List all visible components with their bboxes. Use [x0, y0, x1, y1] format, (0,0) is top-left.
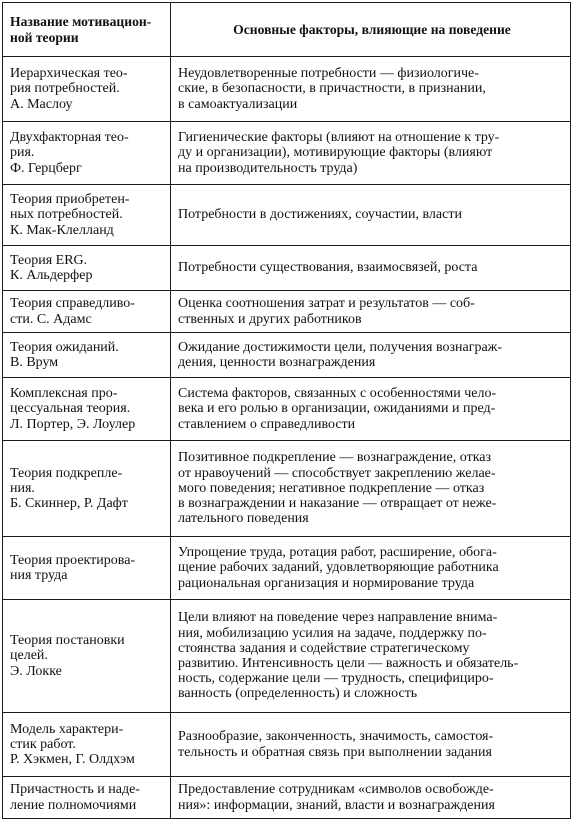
factors-cell: Предоставление сотрудникам «символов освобожде- ния»: информации, знаний, власти и вознаграждения: [171, 777, 571, 819]
table-row: [3, 713, 571, 777]
factors-cell: Неудовлетворенные потребности — физиологиче- ские, в безопасности, в причастности, в признании, в самоактуализации: [171, 57, 571, 122]
theory-cell: Теория ожиданий. В. Врум: [3, 333, 171, 378]
header-main-factors: Основные факторы, влияющие на поведение: [171, 3, 571, 57]
table-row: [3, 441, 571, 537]
factors-cell: Ожидание достижимости цели, получения вознаграж- дения, ценности вознаграждения: [171, 333, 571, 378]
factors-cell: Разнообразие, законченность, значимость, самостоя- тельность и обратная связь при выполнении задания: [171, 713, 571, 777]
table-row: [3, 246, 571, 291]
theory-cell: Теория постановки целей. Э. Локке: [3, 600, 171, 713]
theory-cell: Теория справедливо- сти. С. Адамс: [3, 291, 171, 333]
table-row: [3, 57, 571, 122]
factors-cell: Оценка соотношения затрат и результатов — соб- ственных и других работников: [171, 291, 571, 333]
factors-cell: Потребности существования, взаимосвязей, роста: [171, 246, 571, 291]
motivation-theories-table: [2, 2, 571, 819]
theory-cell: Двухфакторная тео- рия. Ф. Герцберг: [3, 122, 171, 185]
table-row: [3, 185, 571, 246]
table-row: [3, 378, 571, 441]
factors-cell: Упрощение труда, ротация работ, расширение, обога- щение рабочих заданий, удовлетворяющие работника рациональная организация и нормирование труда: [171, 537, 571, 600]
theory-cell: Иерархическая тео- рия потребностей. А. Маслоу: [3, 57, 171, 122]
header-theory-name: Название мотивацион- ной теории: [3, 3, 171, 57]
table-row: [3, 333, 571, 378]
factors-cell: Потребности в достижениях, соучастии, власти: [171, 185, 571, 246]
factors-cell: Гигиенические факторы (влияют на отношение к тру- ду и организации), мотивирующие факторы (влияют на производительность труда): [171, 122, 571, 185]
table-row: [3, 600, 571, 713]
factors-cell: Позитивное подкрепление — вознаграждение, отказ от нравоучений — способствует закреплению желае- мого поведения; негативное подкрепление — отказ в вознаграждении и наказание — отвращает от неже- лательного поведения: [171, 441, 571, 537]
table-row: [3, 777, 571, 819]
theory-cell: Комплексная про- цессуальная теория. Л. Портер, Э. Лоулер: [3, 378, 171, 441]
theory-cell: Модель характери- стик работ. Р. Хэкмен, Г. Олдхэм: [3, 713, 171, 777]
table-row: [3, 537, 571, 600]
theory-cell: Теория ERG. К. Альдерфер: [3, 246, 171, 291]
factors-cell: Цели влияют на поведение через направление внима- ния, мобилизацию усилия на задаче, поддержку по- стоянства задания и содействие стратегическому развитию. Интенсивность цели — важность и обязатель- ность, содержание цели — трудность, специфициро- ванность (определенность) и сложность: [171, 600, 571, 713]
factors-cell: Система факторов, связанных с особенностями чело- века и его ролью в организации, ожиданиями и пред- ставлением о справедливости: [171, 378, 571, 441]
table-row: [3, 122, 571, 185]
theory-cell: Теория приобретен- ных потребностей. К. Мак-Клелланд: [3, 185, 171, 246]
theory-cell: Теория проектирова- ния труда: [3, 537, 171, 600]
theory-cell: Причастность и наде- ление полномочиями: [3, 777, 171, 819]
table-header-row: [3, 3, 571, 57]
table-row: [3, 291, 571, 333]
theory-cell: Теория подкрепле- ния. Б. Скиннер, Р. Дафт: [3, 441, 171, 537]
